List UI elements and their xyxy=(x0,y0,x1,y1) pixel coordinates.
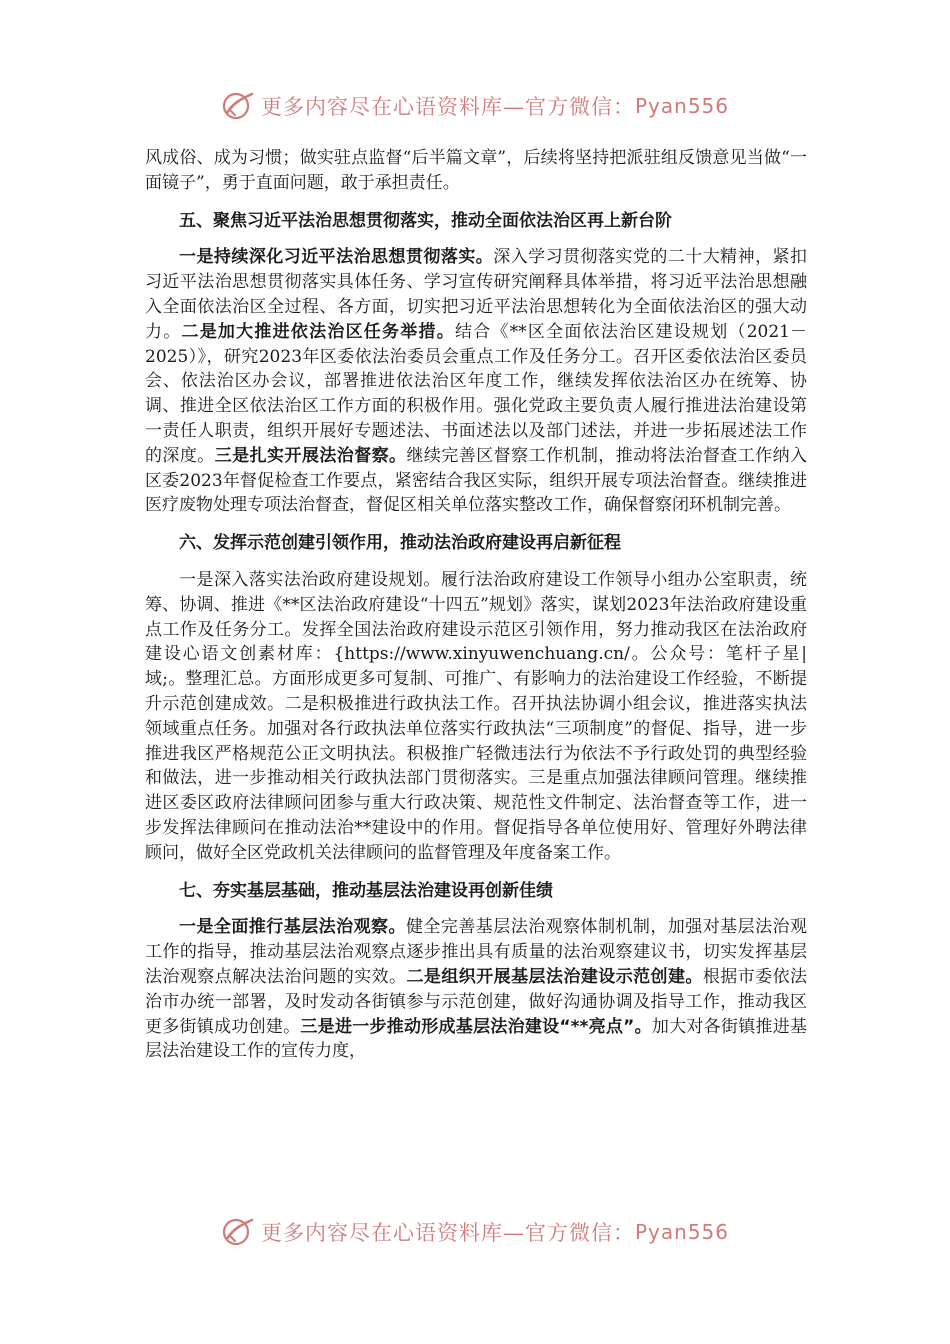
brush-logo-icon xyxy=(221,1215,255,1249)
document-body xyxy=(145,146,807,1064)
watermark-text: 更多内容尽在心语资料库—官方微信： xyxy=(260,1221,635,1245)
watermark-id: Pyan556 xyxy=(634,1220,729,1244)
section5-point1-text: 深入学习贯彻落实党的二十大精神，紧扣习近平法治思想贯彻落实具体任务、学习宣传研究阐释具体举措，将习近平法治思想融入全面依法治区全过程、各方面，切实把习近平法治思想转化为全面依法治区的强大动力。 xyxy=(145,247,808,342)
section7-paragraph xyxy=(145,915,807,1064)
intro-paragraph: 风成俗、成为习惯；做实驻点监督“后半篇文章”，后续将坚持把派驻组反馈意见当做“一面镜子”，勇于直面问题，敢于承担责任。 xyxy=(145,148,807,193)
watermark-id: Pyan556 xyxy=(634,94,729,118)
section6-paragraph: 一是深入落实法治政府建设规划。履行法治政府建设工作领导小组办公室职责，统筹、协调、推进《**区法治政府建设“十四五”规划》落实，谋划2023年法治政府建设重点工作及任务分工。发挥全国法治政府建设示范区引领作用，努力推动我区在法治政府建设心语文创素材库：{https://www.xinyuwenchuang.cn/。公众号：笔杆子星|域;。整理汇总。方面形成更多可复制、可推广、有影响力的法治建设工作经验，不断提升示范创建成效。二是积极推进行政执法工作。召开执法协调小组会议，推进落实执法领域重点任务。加强对各行政执法单位落实行政执法“三项制度”的督促、指导，进一步推进我区严格规范公正文明执法。积极推广轻微违法行为依法不予行政处罚的典型经验和做法，进一步推动相关行政执法部门贯彻落实。三是重点加强法律顾问管理。继续推进区委区政府法律顾问团参与重大行政决策、规范性文件制定、法治督查等工作，进一步发挥法律顾问在推动法治**建设中的作用。督促指导各单位使用好、管理好外聘法律顾问，做好全区党政机关法律顾问的监督管理及年度备案工作。 xyxy=(145,569,807,863)
section5-paragraph xyxy=(145,245,807,518)
section7-point3-title: 三是进一步推动形成基层法治建设“**亮点”。 xyxy=(300,1016,652,1037)
section5-point1-title: 一是持续深化习近平法治思想贯彻落实。 xyxy=(179,247,494,268)
section7-point1-title: 一是全面推行基层法治观察。 xyxy=(179,917,406,938)
section6-heading: 六、发挥示范创建引领作用，推动法治政府建设再启新征程 xyxy=(179,533,621,554)
section5-point3-title: 三是扎实开展法治督察。 xyxy=(214,445,407,466)
section7-point2-title: 二是组织开展基层法治建设示范创建。 xyxy=(406,966,703,987)
footer-watermark xyxy=(0,1212,950,1252)
section7-point3-text: 加大对各街镇推进基层法治建设工作的宣传力度， xyxy=(145,1016,808,1062)
watermark-text: 更多内容尽在心语资料库—官方微信： xyxy=(260,95,635,119)
header-watermark xyxy=(0,86,950,126)
section7-point2-text: 根据市委依法治市办统一部署，及时发动各街镇参与示范创建，做好沟通协调及指导工作，推动我区更多街镇成功创建。 xyxy=(145,966,808,1037)
brush-logo-icon xyxy=(221,89,255,123)
section5-point2-text: 结合《**区全面依法治区建设规划（2021－2025）》，研究2023年区委依法治委员会重点工作及任务分工。召开区委依法治区委员会、依法治区办会议，部署推进依法治区年度工作，继续发挥依法治区办在统筹、协调、推进全区依法治区工作方面的积极作用。强化党政主要负责人履行推进法治建设第一责任人职责，组织开展好专题述法、书面述法以及部门述法，并进一步拓展述法工作的深度。 xyxy=(145,321,807,466)
section5-point3-text: 继续完善区督察工作机制，推动将法治督查工作纳入区委2023年督促检查工作要点，紧密结合我区实际，组织开展专项法治督查。继续推进医疗废物处理专项法治督查，督促区相关单位落实整改工作，确保督察闭环机制完善。 xyxy=(145,445,808,516)
section7-point1-text: 健全完善基层法治观察体制机制，加强对基层法治观工作的指导，推动基层法治观察点逐步推出具有质量的法治观察建议书，切实发挥基层法治观察点解决法治问题的实效。 xyxy=(145,917,808,987)
section5-point2-title: 二是加大推进依法治区任务举措。 xyxy=(181,321,455,342)
section7-heading: 七、夯实基层基础，推动基层法治建设再创新佳绩 xyxy=(179,880,553,901)
section5-heading: 五、聚焦习近平法治思想贯彻落实，推动全面依法治区再上新台阶 xyxy=(179,210,672,231)
